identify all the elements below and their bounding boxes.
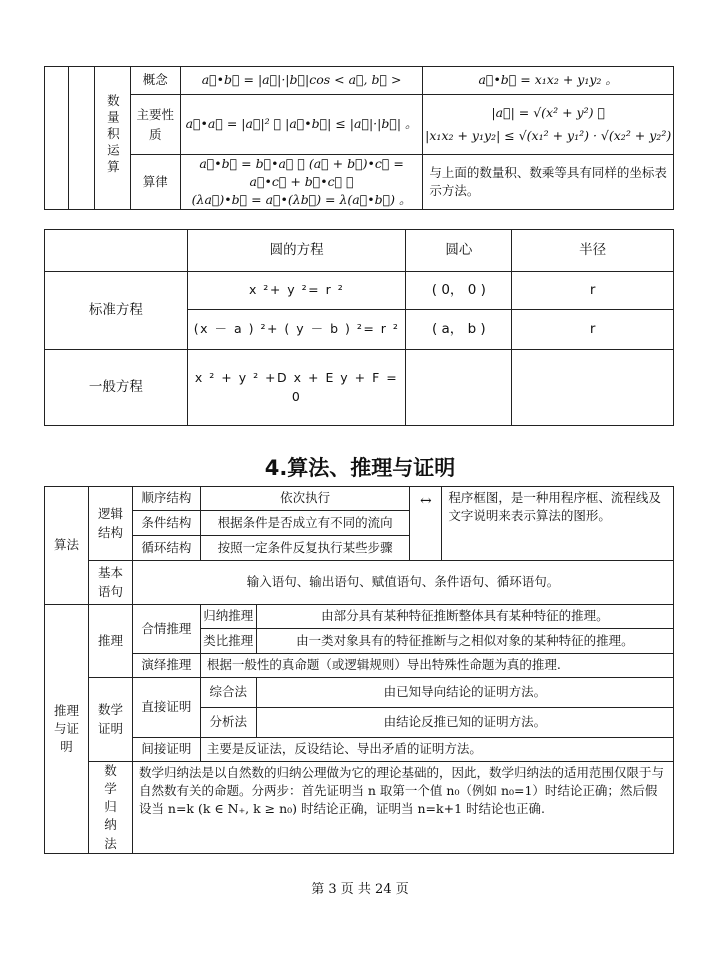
- induction-reasoning-desc: 由部分具有某种特征推断整体具有某种特征的推理。: [256, 605, 673, 629]
- analytic-method-label: 分析法: [200, 708, 256, 738]
- row-label-properties: 主要性质: [130, 95, 180, 155]
- general-radius: [512, 350, 674, 426]
- direct-proof-label: 直接证明: [132, 678, 200, 738]
- general-center: [406, 350, 512, 426]
- general-equation-label: 一般方程: [45, 350, 188, 426]
- structure-name-loop: 循环结构: [132, 536, 200, 561]
- standard-center-origin: ( 0， 0 ): [406, 272, 512, 310]
- standard-equation-label: 标准方程: [45, 272, 188, 350]
- induction-reasoning-label: 归纳推理: [200, 605, 256, 629]
- concept-coord-formula: a⃗•b⃗ = x₁x₂ + y₁y₂ 。: [423, 67, 674, 95]
- deduction-reasoning-label: 演绎推理: [132, 654, 200, 678]
- properties-vector-formula: a⃗•a⃗ = |a⃗|² ， |a⃗•b⃗| ≤ |a⃗|·|b⃗| 。: [180, 95, 423, 155]
- laws-coord-desc: 与上面的数量积、数乘等具有同样的坐标表示方法。: [423, 155, 674, 210]
- math-induction-desc: 数学归纳法是以自然数的归纳公理做为它的理论基础的，因此，数学归纳法的适用范围仅限于与自然数有关的命题。分两步：首先证明当 n 取第一个值 n₀（例如 n₀=1）时结论正确；然后假设当 n=k (k ∈ N₊, k ≥ n₀) 时结论正确，证明当 n=k+1 时结论也正确.: [132, 762, 673, 854]
- page-footer: 第 3 页 共 24 页: [311, 882, 409, 897]
- algorithm-label: 算法: [45, 487, 89, 605]
- standard-radius-origin: r: [512, 272, 674, 310]
- standard-center-ab: ( a， b ): [406, 310, 512, 350]
- structure-name-condition: 条件结构: [132, 511, 200, 536]
- dot-product-table: [44, 66, 674, 210]
- blank-cell-1: [45, 67, 69, 210]
- general-eq: x ² + y ² +D x + E y + F = 0: [187, 350, 406, 426]
- basic-statement-label: 基本语句: [88, 561, 132, 605]
- header-equation: 圆的方程: [187, 230, 406, 272]
- reasoning-label: 推理: [88, 605, 132, 678]
- analogy-reasoning-label: 类比推理: [200, 629, 256, 654]
- standard-eq-origin: x ²+ y ²= r ²: [187, 272, 406, 310]
- circle-equation-table: [44, 229, 674, 426]
- plausible-reasoning-label: 合情推理: [132, 605, 200, 654]
- properties-coord-line2: |x₁x₂ + y₁y₂| ≤ √(x₁² + y₁²) · √(x₂² + y₂²): [425, 127, 672, 143]
- properties-coord-formula: [423, 95, 674, 155]
- laws-vector-formula: [180, 155, 423, 210]
- analytic-method-desc: 由结论反推已知的证明方法。: [256, 708, 673, 738]
- algorithm-reasoning-table: [44, 486, 674, 854]
- properties-coord-line1: |a⃗| = √(x² + y²) ，: [491, 105, 605, 121]
- basic-statement-desc: 输入语句、输出语句、赋值语句、条件语句、循环语句。: [132, 561, 673, 605]
- synthetic-method-label: 综合法: [200, 678, 256, 708]
- math-induction-label: 数学归纳法: [88, 762, 132, 854]
- indirect-proof-label: 间接证明: [132, 738, 200, 762]
- indirect-proof-desc: 主要是反证法，反设结论、导出矛盾的证明方法。: [200, 738, 673, 762]
- structure-desc-loop: 按照一定条件反复执行某些步骤: [200, 536, 410, 561]
- structure-desc-condition: 根据条件是否成立有不同的流向: [200, 511, 410, 536]
- arrow-icon: ↔: [410, 487, 442, 561]
- section-title: 4.算法、推理与证明: [264, 456, 456, 480]
- header-radius: 半径: [512, 230, 674, 272]
- standard-radius-ab: r: [512, 310, 674, 350]
- synthetic-method-desc: 由已知导向结论的证明方法。: [256, 678, 673, 708]
- flowchart-desc: 程序框图，是一种用程序框、流程线及文字说明来表示算法的图形。: [442, 487, 674, 561]
- math-proof-label: 数学证明: [88, 678, 132, 762]
- standard-eq-general-center: (x － a ) ²+ ( y － b ) ²= r ²: [187, 310, 406, 350]
- group-label: 数量积运算: [94, 67, 130, 210]
- deduction-reasoning-desc: 根据一般性的真命题（或逻辑规则）导出特殊性命题为真的推理.: [200, 654, 673, 678]
- row-label-laws: 算律: [130, 155, 180, 210]
- laws-vector-line2: (λa⃗)•b⃗ = a⃗•(λb⃗) = λ(a⃗•b⃗) 。: [191, 192, 412, 208]
- row-label-concept: 概念: [130, 67, 180, 95]
- structure-name-sequence: 顺序结构: [132, 487, 200, 511]
- logic-structure-label: 逻辑结构: [88, 487, 132, 561]
- laws-vector-line1: a⃗•b⃗ = b⃗•a⃗ ， (a⃗ + b⃗)•c⃗ = a⃗•c⃗ + b⃗•c⃗ ，: [199, 156, 404, 190]
- reasoning-proof-label: 推理与证明: [45, 605, 89, 854]
- concept-vector-formula: a⃗•b⃗ = |a⃗|·|b⃗|cos < a⃗, b⃗ >: [180, 67, 423, 95]
- header-center: 圆心: [406, 230, 512, 272]
- analogy-reasoning-desc: 由一类对象具有的特征推断与之相似对象的某种特征的推理。: [256, 629, 673, 654]
- structure-desc-sequence: 依次执行: [200, 487, 410, 511]
- blank-cell-2: [68, 67, 94, 210]
- header-empty: [45, 230, 188, 272]
